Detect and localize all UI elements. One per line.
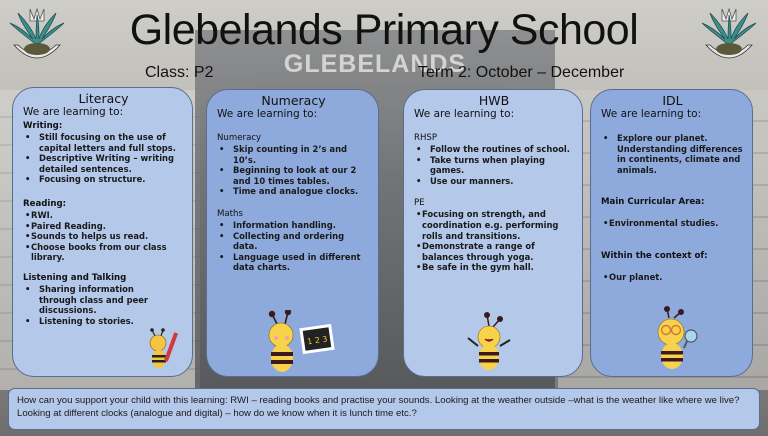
idl-card — [590, 89, 753, 377]
card-intro: We are learning to: — [414, 108, 515, 120]
card-intro: We are learning to: — [217, 108, 318, 120]
bee-with-magnifier-icon — [647, 306, 703, 372]
background-sign-text: GLEBELANDS — [283, 50, 467, 78]
section-heading: Numeracy — [217, 133, 262, 143]
card-title: HWB — [478, 93, 510, 108]
list-item: • Sounds to helps us read. — [23, 231, 184, 242]
list-item: • Sharing information through class and peer discussions. — [23, 284, 153, 316]
card-intro: We are learning to: — [23, 106, 124, 118]
list-item: • Take turns when playing games. — [414, 155, 574, 176]
list-item: • Collecting and ordering data. — [217, 231, 370, 252]
page-title: Glebelands Primary School — [129, 6, 639, 54]
section-heading: Within the context of: — [601, 250, 708, 261]
list-item: • Focusing on structure. — [23, 174, 184, 185]
literacy-card — [12, 87, 193, 377]
list-item: • Choose books from our class library. — [23, 242, 184, 263]
list-item: • Beginning to look at our 2 and 10 times tables. — [217, 165, 370, 186]
list-item: • Time and analogue clocks. — [217, 186, 370, 197]
card-title: Literacy — [78, 91, 129, 106]
card-title: IDL — [662, 93, 683, 108]
section-heading: Reading: — [23, 198, 67, 209]
list-item: • Our planet. — [601, 272, 744, 283]
list-item: • Environmental studies. — [601, 218, 744, 229]
list-item: • Language used in different data charts. — [217, 252, 370, 273]
hwb-card — [403, 89, 583, 377]
section-heading: Main Curricular Area: — [601, 197, 705, 208]
list-item: • Skip counting in 2’s and 10’s. — [217, 144, 370, 165]
bee-with-pencil-icon — [145, 328, 181, 370]
bee-with-number-board-icon — [259, 310, 349, 376]
list-item: • Use our manners. — [414, 176, 574, 187]
list-item: • Descriptive Writing – writing detailed sentences. — [23, 153, 184, 174]
list-item: • Focusing on strength, and coordination e.g. performing rolls and transitions. — [414, 209, 574, 241]
list-item: • Be safe in the gym hall. — [414, 262, 574, 273]
section-heading: RHSP — [414, 133, 438, 143]
section-heading: Listening and Talking — [23, 272, 127, 283]
svg-text:1 2 3: 1 2 3 — [306, 334, 329, 347]
list-item: • Follow the routines of school. — [414, 144, 574, 155]
section-heading: Writing: — [23, 121, 63, 131]
term-label: Term 2: October – December — [418, 64, 625, 81]
happy-bee-icon — [464, 312, 514, 372]
class-label: Class: P2 — [145, 64, 214, 81]
parent-support-note: How can you support your child with this learning: RWI – reading books and practise your sounds. Looking at the weather outside –what is the weather like where we live? Looking at different clocks (analogue and digital) – how do we know when it is lunch time etc.? — [8, 388, 760, 430]
list-item: • Paired Reading. — [23, 221, 184, 232]
list-item: • Information handling. — [217, 220, 370, 231]
list-item: • Still focusing on the use of capital letters and full stops. — [23, 132, 184, 153]
list-item: • RWI. — [23, 210, 184, 221]
card-intro: We are learning to: — [601, 108, 702, 120]
card-title: Numeracy — [261, 93, 326, 108]
list-item: • Listening to stories. — [23, 316, 153, 327]
numeracy-card — [206, 89, 379, 377]
section-heading: PE — [414, 198, 425, 209]
list-item: • Demonstrate a range of balances through yoga. — [414, 241, 574, 262]
section-heading: Maths — [217, 208, 243, 219]
list-item: • Explore our planet. Understanding differences in continents, climate and animals. — [601, 133, 744, 175]
